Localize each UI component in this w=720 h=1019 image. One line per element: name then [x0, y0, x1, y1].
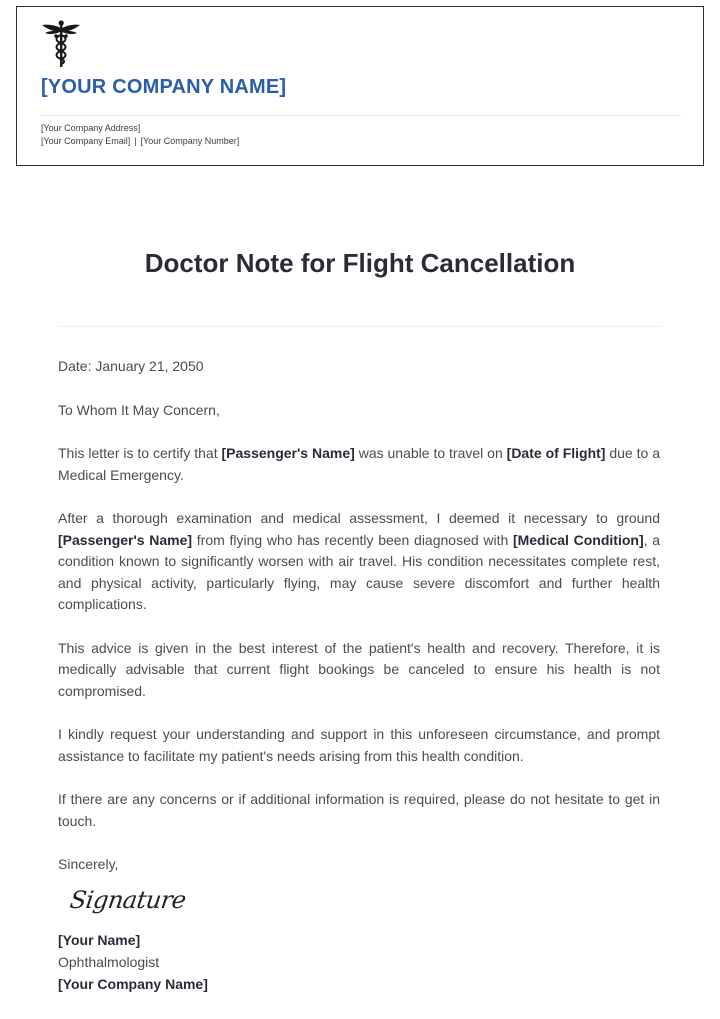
company-number: [Your Company Number] [140, 136, 240, 146]
letter-closing: Sincerely, [58, 856, 119, 872]
paragraph-request: I kindly request your understanding and support in this unforeseen circumstance, and prompt assistance to facilitate my patient's needs arising from this health condition. [58, 726, 660, 764]
paragraph-contact: If there are any concerns or if additional information is required, please do not hesitate to get in touch. [58, 791, 660, 829]
text-run: After a thorough examination and medical assessment, I deemed it necessary to ground [58, 510, 660, 526]
passenger-name-placeholder: [Passenger's Name] [58, 531, 193, 548]
medical-condition-placeholder: [Medical Condition] [512, 531, 644, 548]
signer-company: [Your Company Name] [58, 976, 208, 992]
paragraph-assessment [58, 508, 660, 616]
text-run: from flying who has recently been diagnosed with [192, 531, 513, 548]
signer-name: [Your Name] [58, 932, 141, 948]
contact-separator: | [134, 136, 137, 146]
letter-date: Date: January 21, 2050 [58, 358, 204, 374]
signer-role: Ophthalmologist [58, 954, 160, 970]
paragraph-certification [58, 443, 660, 486]
signature-block [58, 929, 660, 995]
text-run: due to a Medical Emergency. [58, 445, 660, 483]
document-title: Doctor Note for Flight Cancellation [144, 248, 576, 278]
letterhead [16, 6, 704, 166]
text-run: , a condition known to significantly worsen with air travel. His condition necessitates complete rest, and physical activity, particularly flying, may cause severe discomfort and further health complications. [58, 531, 660, 612]
text-run: This letter is to certify that [58, 445, 222, 461]
flight-date-placeholder: [Date of Flight] [506, 445, 606, 461]
passenger-name-placeholder: [Passenger's Name] [221, 445, 355, 461]
title-divider [58, 326, 662, 327]
caduceus-icon [41, 19, 81, 69]
header-divider [41, 115, 681, 116]
company-contact-line [41, 136, 239, 146]
paragraph-advice: This advice is given in the best interest of the patient's health and recovery. Therefore, it is medically advisable that current flight bookings be canceled to ensure his health is not compromised. [58, 639, 660, 699]
company-address: [Your Company Address] [41, 123, 141, 133]
signature: Signature [68, 885, 188, 914]
text-run: was unable to travel on [354, 445, 507, 461]
letter-body [58, 356, 660, 995]
letter-salutation: To Whom It May Concern, [58, 401, 220, 418]
company-email: [Your Company Email] [41, 136, 131, 146]
company-name-heading: [YOUR COMPANY NAME] [41, 76, 287, 98]
